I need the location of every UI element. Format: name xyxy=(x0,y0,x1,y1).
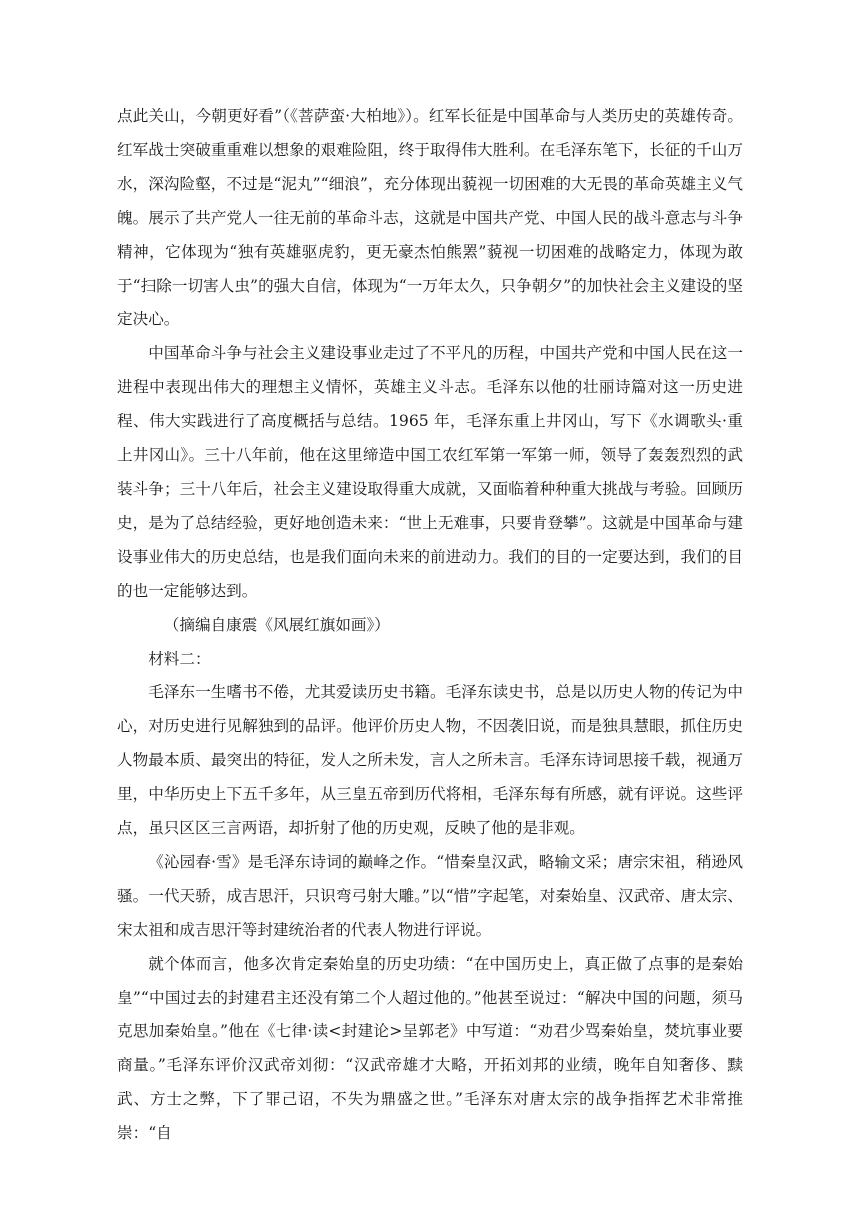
paragraph-5: 就个体而言，他多次肯定秦始皇的历史功绩：“在中国历史上，真正做了点事的是秦始皇”“中国过去的封建君主还没有第二个人超过他的。”他甚至说过：“解决中国的问题，须马克思加秦始皇。”他在《七律·读<封建论>呈郭老》中写道：“劝君少骂秦始皇，焚坑事业要商量。”毛泽东评价汉武帝刘彻：“汉武帝雄才大略，开拓刘邦的业绩，晚年自知奢侈、黩武、方士之弊，下了罪己诏，不失为鼎盛之世。”毛泽东对唐太宗的战争指挥艺术非常推崇：“自 xyxy=(117,954,743,1143)
paragraph-1: 点此关山，今朝更好看”（《菩萨蛮·大柏地》）。红军长征是中国革命与人类历史的英雄传奇。红军战士突破重重难以想象的艰难险阻，终于取得伟大胜利。在毛泽东笔下，长征的千山万水，深沟险壑，不过是“泥丸”“细浪”，充分体现出藐视一切困难的大无畏的革命英雄主义气魄。展示了共产党人一往无前的革命斗志，这就是中国共产党、中国人民的战斗意志与斗争精神，它体现为“独有英雄驱虎豹，更无豪杰怕熊罴”藐视一切困难的战略定力，体现为敢于“扫除一切害人虫”的强大自信，体现为“一万年太久，只争朝夕”的加快社会主义建设的坚定决心。 xyxy=(117,107,743,329)
material-heading: 材料二： xyxy=(148,649,211,668)
source-citation: （摘编自康震《风展红旗如画》） xyxy=(163,615,390,634)
article-body xyxy=(117,100,743,1151)
paragraph-4: 《沁园春·雪》是毛泽东诗词的巅峰之作。“惜秦皇汉武，略输文采；唐宗宋祖，稍逊风骚。一代天骄，成吉思汗，只识弯弓射大雕。”以“惜”字起笔，对秦始皇、汉武帝、唐太宗、宋太祖和成吉思汗等封建统治者的代表人物进行评说。 xyxy=(117,852,743,939)
paragraph-2: 中国革命斗争与社会主义建设事业走过了不平凡的历程，中国共产党和中国人民在这一进程中表现出伟大的理想主义情怀，英雄主义斗志。毛泽东以他的壮丽诗篇对这一历史进程、伟大实践进行了高度概括与总结。1965 年，毛泽东重上井冈山，写下《水调歌头·重上井冈山》。三十八年前，他在这里缔造中国工农红军第一军第一师，领导了轰轰烈烈的武装斗争；三十八年后，社会主义建设取得重大成就，又面临着种种重大挑战与考验。回顾历史，是为了总结经验，更好地创造未来：“世上无难事，只要肯登攀”。这就是中国革命与建设事业伟大的历史总结，也是我们面向未来的前进动力。我们的目的一定要达到，我们的目的也一定能够达到。 xyxy=(117,344,743,600)
paragraph-3: 毛泽东一生嗜书不倦，尤其爱读历史书籍。毛泽东读史书，总是以历史人物的传记为中心，对历史进行见解独到的品评。他评价历史人物，不因袭旧说，而是独具慧眼，抓住历史人物最本质、最突出的特征，发人之所未发，言人之所未言。毛泽东诗词思接千载，视通万里，中华历史上下五千多年，从三皇五帝到历代将相，毛泽东每有所感，就有评说。这些评点，虽只区区三言两语，却折射了他的历史观，反映了他的是非观。 xyxy=(117,683,743,838)
